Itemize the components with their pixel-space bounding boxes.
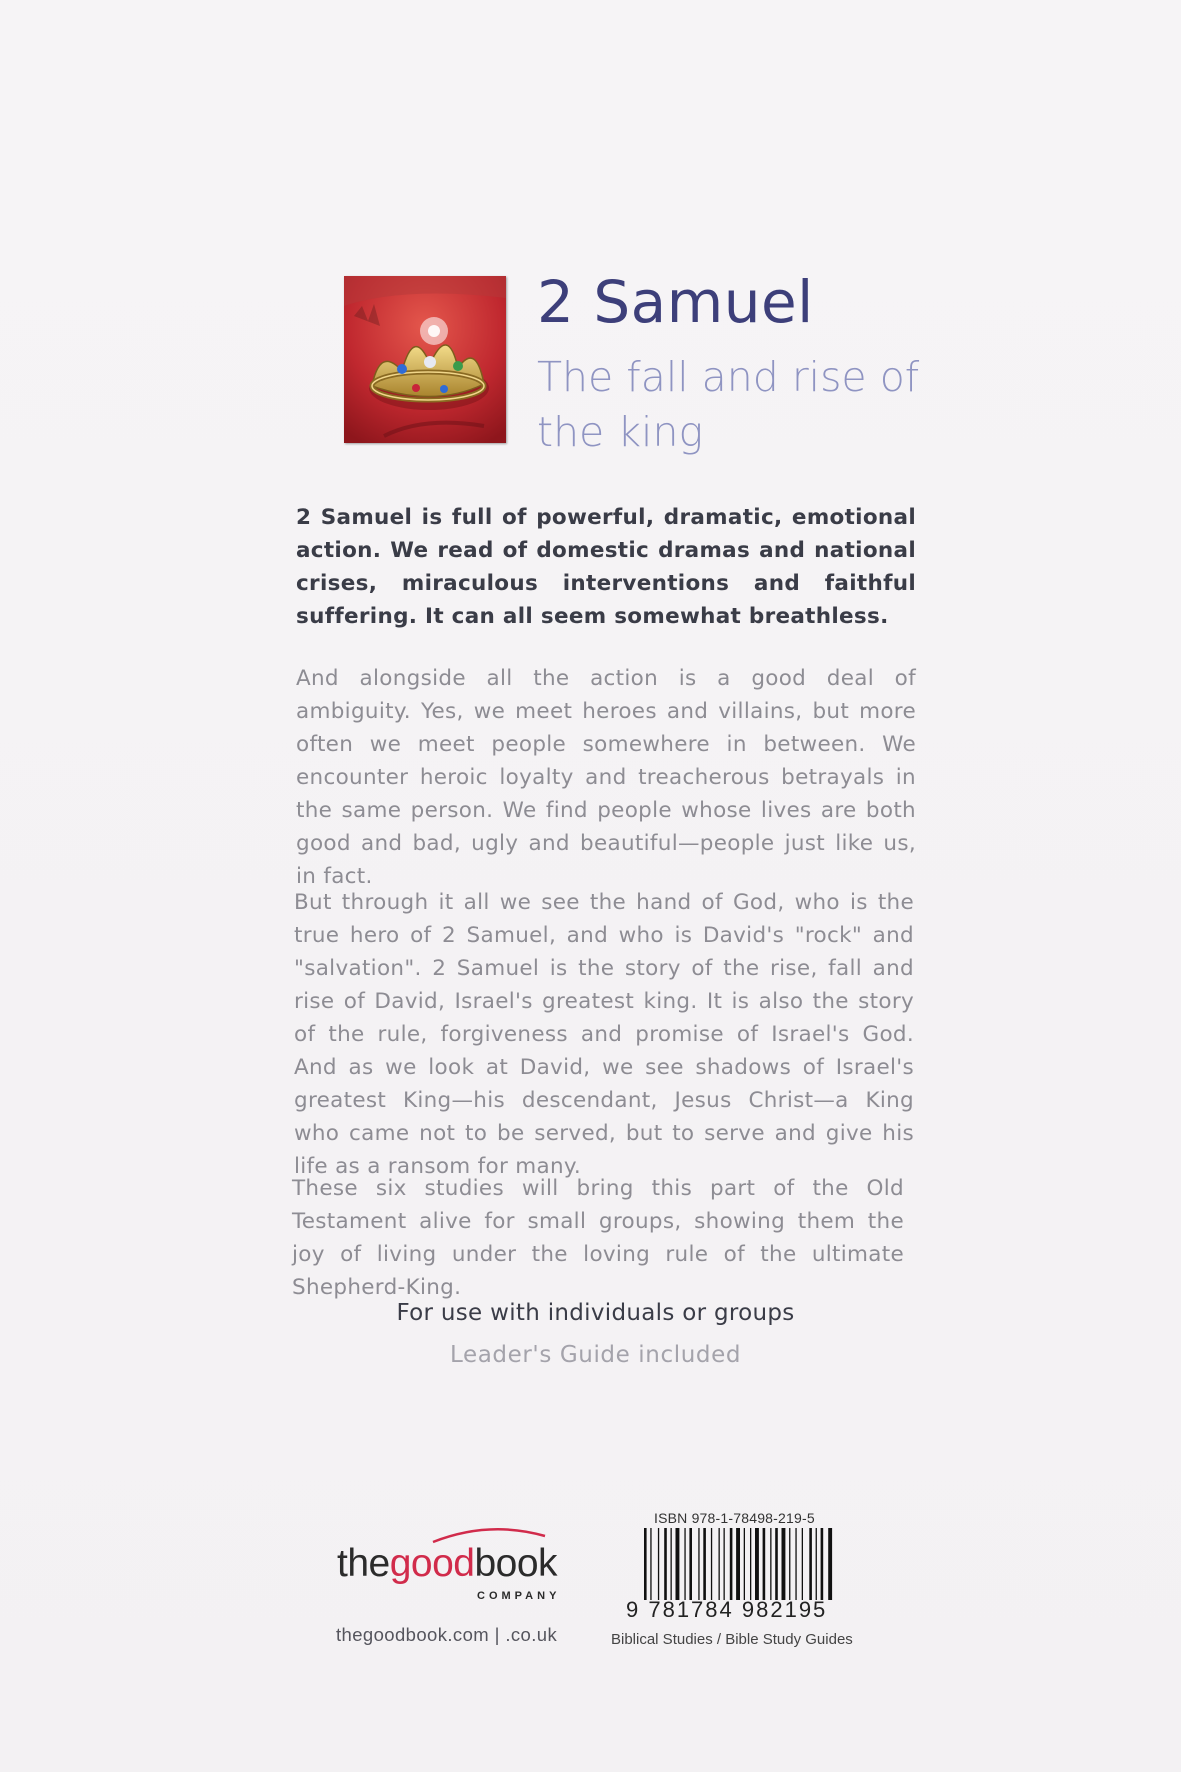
book-title: 2 Samuel	[537, 268, 814, 336]
barcode-bar	[664, 1528, 667, 1600]
publisher-logo	[337, 1522, 582, 1602]
cover-thumbnail-image	[344, 276, 506, 443]
blurb-paragraph: But through it all we see the hand of God, who is the true hero of 2 Samuel, and who is David's "rock" and "salvation". 2 Samuel is the story of the rise, fall and rise of David, Israel's greatest king. It is also the story of the rule, forgiveness and promise of Israel's God. And as we look at David, we see shadows of Israel's greatest King—his descendant, Jesus Christ—a King who came not to be served, but to serve and give his life as a ransom for many.	[294, 890, 914, 1179]
barcode-bar	[755, 1528, 759, 1600]
barcode-bar	[719, 1528, 720, 1600]
blurb-paragraph: These six studies will bring this part of the Old Testament alive for small groups, showing them the joy of living under the loving rule of the ultimate Shepherd-King.	[292, 1176, 904, 1300]
barcode-bar	[821, 1528, 824, 1600]
barcode-bar	[676, 1528, 680, 1600]
barcode-bar	[698, 1528, 699, 1600]
barcode-bar	[736, 1528, 740, 1600]
barcode-bar	[650, 1528, 651, 1600]
crown-icon	[344, 276, 506, 443]
barcode-bar	[711, 1528, 712, 1600]
logo-the: the	[337, 1542, 390, 1585]
book-category: Biblical Studies / Bible Study Guides	[611, 1631, 853, 1648]
barcode-bar	[750, 1528, 751, 1600]
isbn-label: ISBN 978-1-78498-219-5	[654, 1510, 815, 1526]
barcode-bar	[816, 1528, 817, 1600]
barcode-bar	[782, 1528, 786, 1600]
usage-line: For use with individuals or groups	[396, 1300, 795, 1326]
barcode-bar	[763, 1528, 766, 1600]
barcode-bars	[644, 1528, 834, 1603]
barcode-bar	[644, 1528, 647, 1600]
blurb-paragraph: And alongside all the action is a good deal of ambiguity. Yes, we meet heroes and villains, but more often we meet people somewhere in between. We encounter heroic loyalty and treacherous betrayals in the same person. We find people whose lives are both good and bad, ugly and beautiful—people just like us, in fact.	[296, 666, 916, 889]
barcode-bar	[703, 1528, 706, 1600]
barcode-bar	[684, 1528, 685, 1600]
barcode-digits: 9 781784 982195	[626, 1597, 828, 1622]
logo-good: good	[389, 1542, 475, 1585]
barcode-bar	[671, 1528, 672, 1600]
barcode-bar	[658, 1528, 659, 1600]
barcode-bar	[828, 1528, 832, 1600]
barcode-bar	[795, 1528, 796, 1600]
barcode-bar	[724, 1528, 725, 1600]
barcode-bar	[730, 1528, 733, 1600]
book-subtitle: The fall and rise of the king	[537, 353, 920, 456]
publisher-logo-text	[337, 1542, 557, 1586]
logo-book: book	[474, 1542, 558, 1585]
barcode-bar	[744, 1528, 745, 1600]
barcode-bar	[802, 1528, 803, 1600]
barcode-bar	[775, 1528, 778, 1600]
publisher-website: thegoodbook.com | .co.uk	[336, 1624, 558, 1645]
blurb-lead-paragraph: 2 Samuel is full of powerful, dramatic, emotional action. We read of domestic dramas and national crises, miraculous interventions and faithful suffering. It can all seem somewhat breathless.	[296, 505, 916, 629]
barcode-bar	[770, 1528, 771, 1600]
barcode-bar	[809, 1528, 812, 1600]
logo-company: COMPANY	[477, 1590, 561, 1602]
barcode-bar	[789, 1528, 790, 1600]
barcode-bar	[689, 1528, 692, 1600]
leader-guide-note: Leader's Guide included	[449, 1342, 742, 1368]
